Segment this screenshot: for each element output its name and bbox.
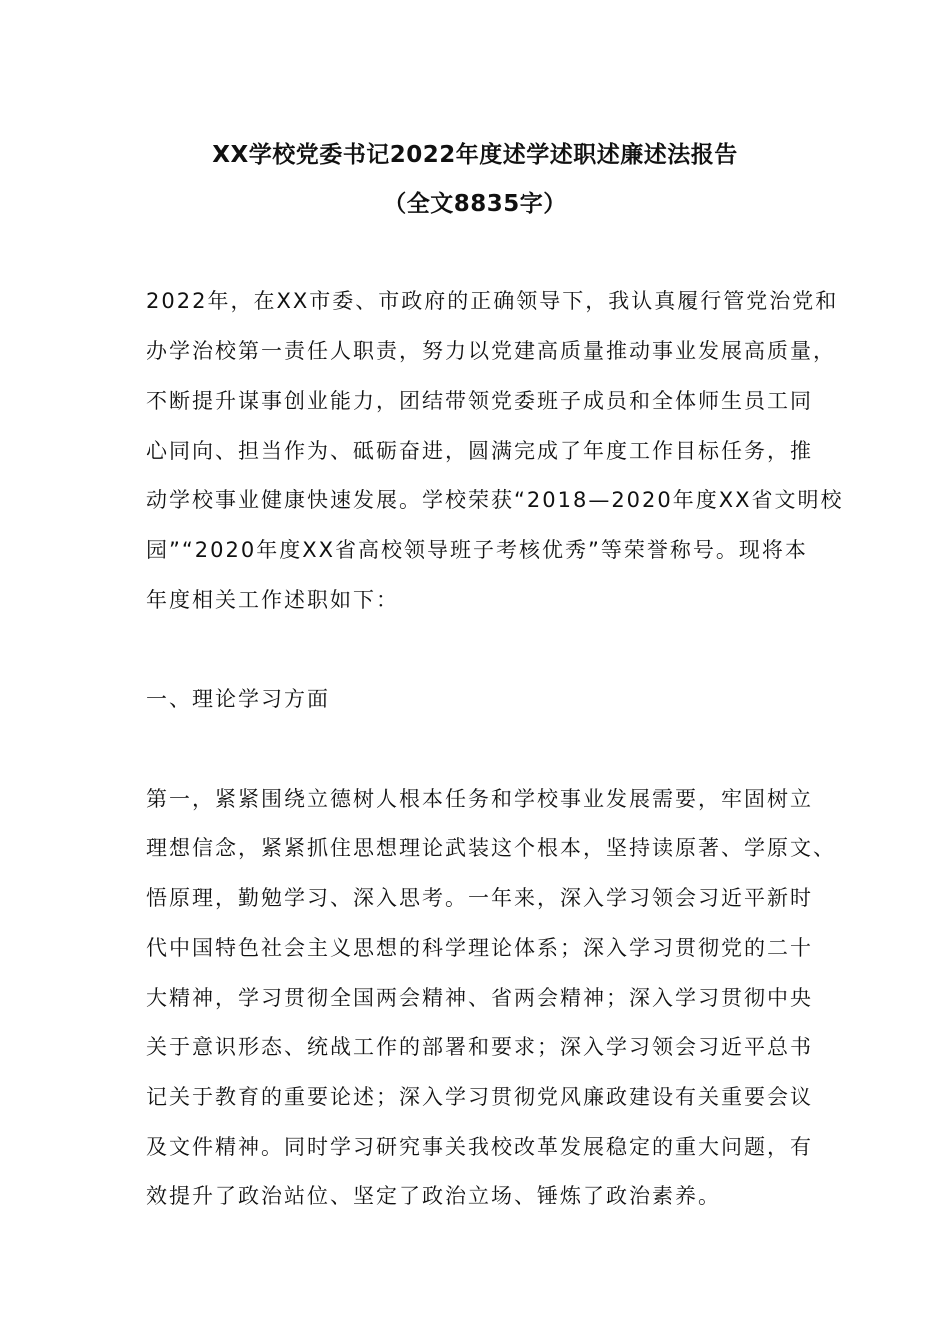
intro-line: 年度相关工作述职如下：: [146, 588, 399, 612]
section-line: 第一，紧紧围绕立德树人根本任务和学校事业发展需要，牢固树立: [146, 787, 813, 811]
document-title: XX学校党委书记2022年度述学述职述廉述法报告: [212, 142, 738, 168]
section-line: 悟原理，勤勉学习、深入思考。一年来，深入学习领会习近平新时: [146, 886, 813, 910]
section-line: 理想信念，紧紧抓住思想理论武装这个根本，坚持读原著、学原文、: [146, 836, 836, 860]
section-heading: 一、理论学习方面: [146, 687, 330, 711]
section-line: 代中国特色社会主义思想的科学理论体系；深入学习贯彻党的二十: [146, 936, 813, 960]
section-line: 及文件精神。同时学习研究事关我校改革发展稳定的重大问题，有: [146, 1135, 813, 1159]
intro-line: 园”“2020年度XX省高校领导班子考核优秀”等荣誉称号。现将本: [146, 538, 808, 562]
intro-line: 办学治校第一责任人职责，努力以党建高质量推动事业发展高质量，: [146, 339, 836, 363]
section-line: 关于意识形态、统战工作的部署和要求；深入学习领会习近平总书: [146, 1035, 813, 1059]
intro-line: 不断提升谋事创业能力，团结带领党委班子成员和全体师生员工同: [146, 389, 813, 413]
section-line: 大精神，学习贯彻全国两会精神、省两会精神；深入学习贯彻中央: [146, 986, 813, 1010]
intro-line: 动学校事业健康快速发展。学校荣获“2018—2020年度XX省文明校: [146, 488, 844, 512]
section-line: 记关于教育的重要论述；深入学习贯彻党风廉政建设有关重要会议: [146, 1085, 813, 1109]
document-subtitle: （全文8835字）: [383, 191, 567, 217]
section-line: 效提升了政治站位、坚定了政治立场、锤炼了政治素养。: [146, 1184, 721, 1208]
intro-line: 心同向、担当作为、砥砺奋进，圆满完成了年度工作目标任务，推: [146, 439, 813, 463]
intro-line: 2022年，在XX市委、市政府的正确领导下，我认真履行管党治党和: [146, 289, 839, 313]
